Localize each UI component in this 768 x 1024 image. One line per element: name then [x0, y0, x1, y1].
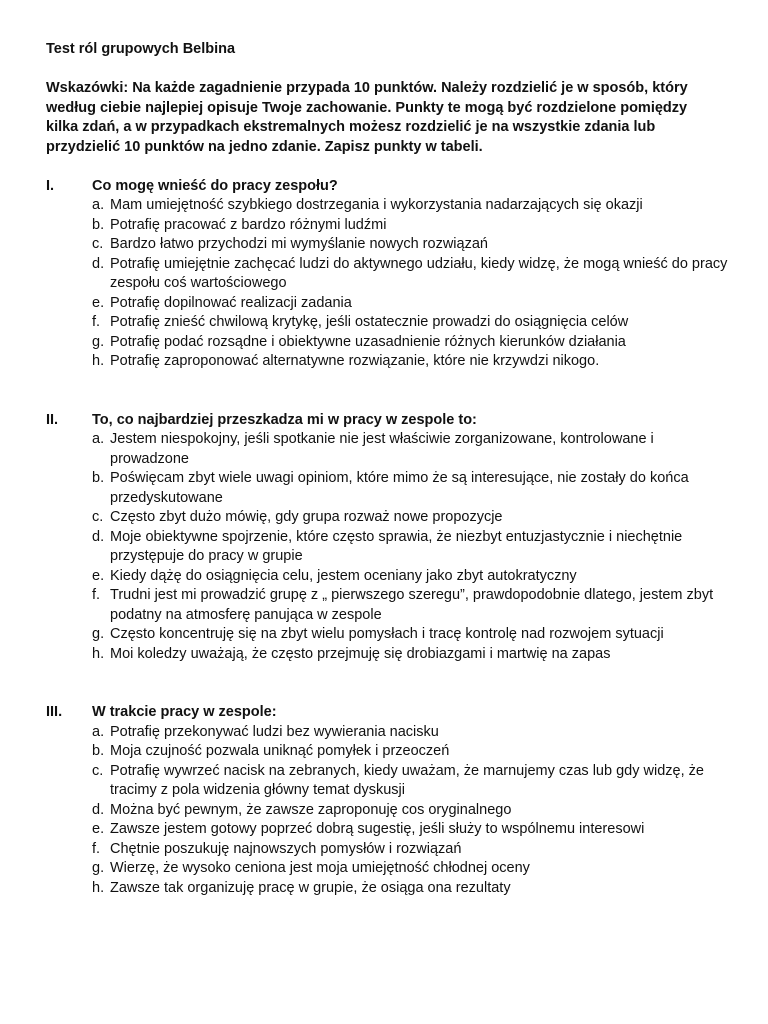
answer-item	[92, 235, 728, 255]
answer-letter: d.	[92, 801, 105, 818]
section-heading	[46, 177, 728, 197]
question-section	[46, 411, 728, 665]
answer-letter: b.	[92, 743, 105, 759]
answer-letter: b.	[92, 470, 105, 486]
answer-letter: a.	[92, 723, 105, 740]
answer-item	[92, 645, 728, 665]
answer-letter: c.	[92, 762, 104, 779]
answer-item	[92, 430, 728, 469]
answer-letter: h.	[92, 879, 105, 896]
answer-letter: e.	[92, 567, 105, 584]
section-heading	[46, 703, 728, 723]
answer-item	[92, 625, 728, 645]
answer-text: Mam umiejętność szybkiego dostrzegania i wykorzystania nadarzających się okazji	[110, 197, 643, 213]
answer-text: Często zbyt dużo mówię, gdy grupa rozważ nowe propozycje	[110, 509, 503, 525]
answer-text: Chętnie poszukuję najnowszych pomysłów i rozwiązań	[110, 840, 462, 857]
answer-text: Trudni jest mi prowadzić grupę z „ pierwszego szeregu”, prawdopodobnie dlatego, jestem zbyt podatny na atmosferę panująca w zespole	[110, 587, 714, 623]
answer-item	[92, 508, 728, 528]
question-section	[46, 177, 728, 372]
answer-item	[92, 879, 728, 899]
answer-text: Potrafię znieść chwilową krytykę, jeśli ostatecznie prowadzi do osiągnięcia celów	[110, 314, 629, 330]
section-heading-text: To, co najbardziej przeszkadza mi w pracy w zespole to:	[92, 411, 477, 428]
section-numeral: II.	[46, 411, 59, 428]
answer-item	[92, 840, 728, 860]
answer-letter: h.	[92, 645, 105, 662]
answer-letter: f.	[92, 840, 101, 857]
answer-text: Poświęcam zbyt wiele uwagi opiniom, które mimo że są interesujące, nie zostały do końca przedyskutowane	[110, 470, 689, 506]
answer-text: Wierzę, że wysoko ceniona jest moja umiejętność chłodnej oceny	[110, 860, 530, 876]
answer-item	[92, 469, 728, 508]
answer-text: Potrafię wywrzeć nacisk na zebranych, kiedy uważam, że marnujemy czas lub gdy widzę, że tracimy z pola widzenia główny temat dyskusji	[110, 762, 704, 798]
answer-letter: g.	[92, 626, 105, 642]
answer-item	[92, 352, 728, 372]
answer-text: Moja czujność pozwala uniknąć pomyłek i przeoczeń	[110, 743, 450, 759]
answer-letter: b.	[92, 216, 105, 233]
answer-item	[92, 586, 728, 625]
answer-text: Potrafię podać rozsądne i obiektywne uzasadnienie różnych kierunków działania	[110, 333, 626, 350]
answer-text: Moi koledzy uważają, że często przejmuję się drobiazgami i martwię na zapas	[110, 645, 611, 662]
answer-letter: e.	[92, 294, 105, 311]
section-heading-text: Co mogę wnieść do pracy zespołu?	[92, 177, 338, 194]
instructions-paragraph: Wskazówki: Na każde zagadnienie przypada 10 punktów. Należy rozdzielić je w sposób, który według ciebie najlepiej opisuje Twoje zachowanie. Punkty te mogą być rozdzielone pomiędzy kilka zdań, a w przypadkach ekstremalnych możesz rozdzielić je na wszystkie zdania lub przydzielić 10 punktów na jedno zdanie. Zapisz punkty w tabeli.	[46, 80, 688, 155]
answer-text: Potrafię dopilnować realizacji zadania	[110, 294, 352, 311]
answer-item	[92, 216, 728, 236]
sections-container	[46, 177, 728, 899]
answer-text: Jestem niespokojny, jeśli spotkanie nie jest właściwie zorganizowane, kontrolowane i prowadzone	[110, 431, 654, 467]
answer-item	[92, 196, 728, 216]
answer-text: Bardzo łatwo przychodzi mi wymyślanie nowych rozwiązań	[110, 236, 488, 252]
answer-item	[92, 528, 728, 567]
answer-text: Zawsze tak organizuję pracę w grupie, że osiąga ona rezultaty	[110, 879, 511, 896]
answer-letter: g.	[92, 333, 105, 350]
answer-item	[92, 333, 728, 353]
answer-text: Zawsze jestem gotowy poprzeć dobrą sugestię, jeśli służy to wspólnemu interesowi	[110, 821, 645, 837]
answer-list	[46, 430, 728, 664]
answer-item	[92, 313, 728, 333]
section-heading	[46, 411, 728, 431]
section-heading-text: W trakcie pracy w zespole:	[92, 704, 277, 720]
answer-text: Potrafię umiejętnie zachęcać ludzi do aktywnego udziału, kiedy widzę, że mogą wnieść do pracy zespołu coś wartościowego	[110, 255, 728, 291]
answer-item	[92, 255, 728, 294]
answer-list	[46, 196, 728, 372]
question-section	[46, 703, 728, 898]
answer-text: Potrafię przekonywać ludzi bez wywierania nacisku	[110, 723, 439, 740]
answer-text: Często koncentruję się na zbyt wielu pomysłach i tracę kontrolę nad rozwojem sytuacji	[110, 626, 664, 642]
answer-letter: f.	[92, 314, 101, 330]
answer-letter: a.	[92, 431, 105, 447]
answer-letter: a.	[92, 197, 105, 213]
answer-item	[92, 723, 728, 743]
answer-text: Potrafię zaproponować alternatywne rozwiązanie, które nie krzywdzi nikogo.	[110, 353, 600, 369]
answer-list	[46, 723, 728, 899]
answer-letter: c.	[92, 236, 104, 252]
answer-item	[92, 567, 728, 587]
answer-letter: f.	[92, 587, 101, 603]
answer-letter: g.	[92, 860, 105, 876]
section-numeral: I.	[46, 177, 55, 194]
answer-item	[92, 820, 728, 840]
answer-text: Kiedy dążę do osiągnięcia celu, jestem oceniany jako zbyt autokratyczny	[110, 567, 577, 584]
answer-text: Moje obiektywne spojrzenie, które często sprawia, że niezbyt entuzjastycznie i niechętnie przystępuje do pracy w grupie	[110, 528, 683, 564]
answer-letter: d.	[92, 528, 105, 545]
answer-item	[92, 801, 728, 821]
answer-letter: h.	[92, 353, 105, 369]
answer-text: Można być pewnym, że zawsze zaproponuję cos oryginalnego	[110, 801, 512, 818]
answer-item	[92, 762, 728, 801]
answer-letter: e.	[92, 821, 105, 837]
answer-item	[92, 859, 728, 879]
answer-item	[92, 742, 728, 762]
answer-item	[92, 294, 728, 314]
answer-letter: d.	[92, 255, 105, 272]
page-title: Test ról grupowych Belbina	[46, 41, 236, 57]
section-numeral: III.	[46, 704, 63, 720]
answer-text: Potrafię pracować z bardzo różnymi ludźmi	[110, 216, 387, 233]
answer-letter: c.	[92, 509, 104, 525]
